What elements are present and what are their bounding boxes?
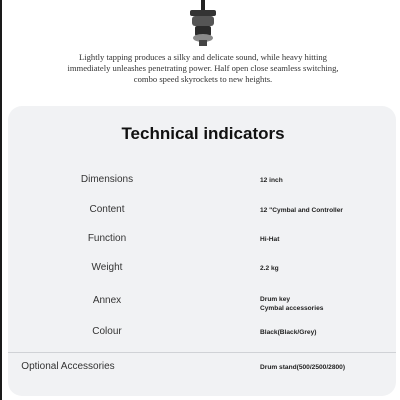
spec-label: Optional Accessories [21,361,115,372]
spec-label: Content [89,204,125,215]
spec-value [260,295,400,313]
spec-label: Function [87,233,127,244]
spec-label: Colour [92,326,122,337]
spec-label: Dimensions [80,174,134,185]
product-description: Lightly tapping produces a silky and delicate sound, while heavy hitting immediately unleashes penetrating power. Half open close seamless switching, combo speed skyrockets to new heights. [67,52,339,84]
spec-value: Drum stand(500/2500/2800) [260,364,346,371]
spec-value: 12 "Cymbal and Controller [260,207,344,214]
spec-value-line: Drum key [260,296,291,303]
section-title: Technical indicators [121,124,285,143]
spec-label: Annex [92,295,122,306]
spec-value: Hi-Hat [260,236,280,243]
left-border [0,0,2,400]
section-divider [8,352,396,353]
spec-value: 12 inch [260,177,283,184]
spec-label: Weight [91,262,123,273]
hihat-product-image [186,0,220,46]
spec-value: Black(Black/Grey) [260,329,317,336]
spec-value: 2.2 kg [260,265,279,272]
spec-value-line: Cymbal accessories [260,305,324,312]
